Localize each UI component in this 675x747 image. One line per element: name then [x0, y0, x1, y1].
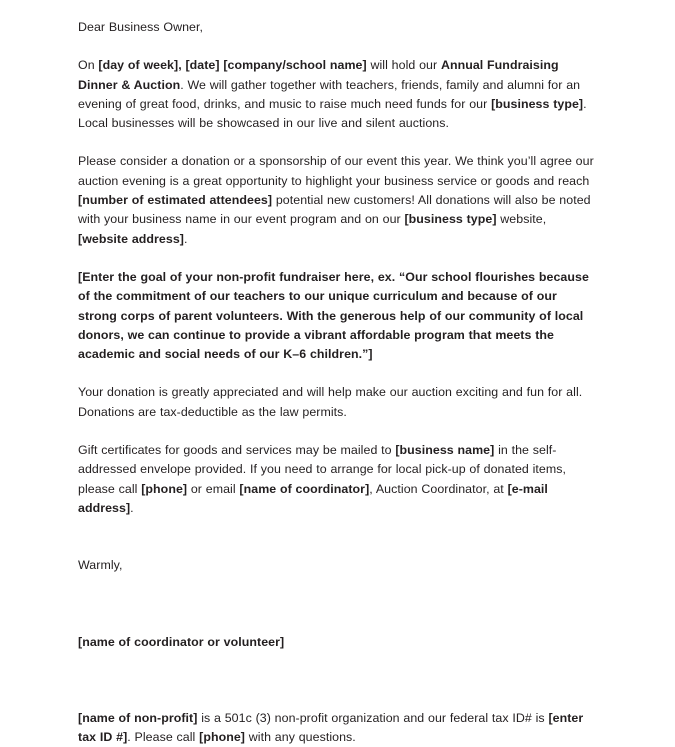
text-run: with any questions.: [245, 730, 356, 745]
spacer: [78, 133, 597, 152]
text-run: potential new customers! All donations will also be noted with your business name in our event program and on our: [78, 193, 591, 227]
paragraph-appreciation: [78, 383, 597, 422]
text-run-bold: [phone]: [141, 481, 188, 496]
footer-tax-notice: [78, 709, 597, 747]
text-run-bold: [e-mail address]: [78, 481, 548, 515]
text-run-bold: [day of week], [date] [company/school name]: [98, 58, 367, 73]
text-run-bold: [Enter the goal of your non-profit fundraiser here, ex. “Our school flourishes because of the commitment of our teachers to our unique curriculum and because of our strong corps of parent volunteers. With the generous help of our community of local donors, we can continue to provide a vibrant affordable program that meets the academic and social needs of our K–6 children.”]: [78, 269, 589, 362]
text-run-bold: [business type]: [491, 96, 584, 111]
text-run-bold: [website address]: [78, 231, 184, 246]
spacer: [78, 652, 597, 709]
spacer: [78, 364, 597, 383]
text-run: is a 501c (3) non-profit organization and our federal tax ID# is: [197, 710, 549, 725]
paragraph-donation-request: [78, 152, 597, 248]
text-run: in the self-addressed envelope provided. If you need to arrange for local pick-up of donated items, please call: [78, 443, 567, 496]
closing-salutation: Warmly,: [78, 558, 123, 573]
paragraph-mission-statement: [78, 268, 597, 364]
signature-name: [name of coordinator or volunteer]: [78, 634, 285, 649]
text-run-bold: Annual Fundraising Dinner & Auction: [78, 58, 559, 92]
text-run: . Please call: [127, 730, 200, 745]
paragraph-logistics: [78, 441, 597, 518]
text-run: will hold our: [366, 58, 441, 73]
text-run: , Auction Coordinator, at: [369, 481, 508, 496]
text-run-bold: [number of estimated attendees]: [78, 193, 273, 208]
text-run: Please consider a donation or a sponsorship of our event this year. We think you’ll agree our auction evening is a great opportunity to highlight your business service or goods and reach: [78, 154, 594, 188]
text-run: On: [78, 58, 99, 73]
spacer: [78, 249, 597, 268]
text-run: website,: [496, 212, 547, 227]
spacer: [78, 518, 597, 556]
letter-body: [78, 18, 597, 747]
text-run: . We will gather together with teachers, friends, family and alumni for an evening of great food, drinks, and music to raise much need funds for our: [78, 77, 581, 111]
text-run-bold: [name of coordinator]: [239, 481, 370, 496]
spacer: [78, 37, 597, 56]
text-run-bold: [business type]: [404, 212, 497, 227]
text-run: . Local businesses will be showcased in our live and silent auctions.: [78, 96, 587, 131]
text-run: or email: [187, 481, 240, 496]
text-run-bold: [enter tax ID #]: [78, 710, 584, 745]
paragraph-event-announcement: [78, 56, 597, 133]
text-run: Your donation is greatly appreciated and will help make our auction exciting and fun for all. Donations are tax-deductible as the law permits.: [78, 385, 583, 419]
text-run-bold: [name of non-profit]: [78, 710, 198, 725]
text-run: .: [130, 500, 134, 515]
text-run-bold: [business name]: [395, 443, 495, 458]
text-run: Gift certificates for goods and services may be mailed to: [78, 443, 396, 458]
text-run: .: [183, 231, 188, 246]
text-run-bold: [phone]: [199, 730, 245, 745]
salutation: Dear Business Owner,: [78, 20, 204, 34]
spacer-signature-block: [78, 576, 597, 633]
spacer: [78, 422, 597, 441]
